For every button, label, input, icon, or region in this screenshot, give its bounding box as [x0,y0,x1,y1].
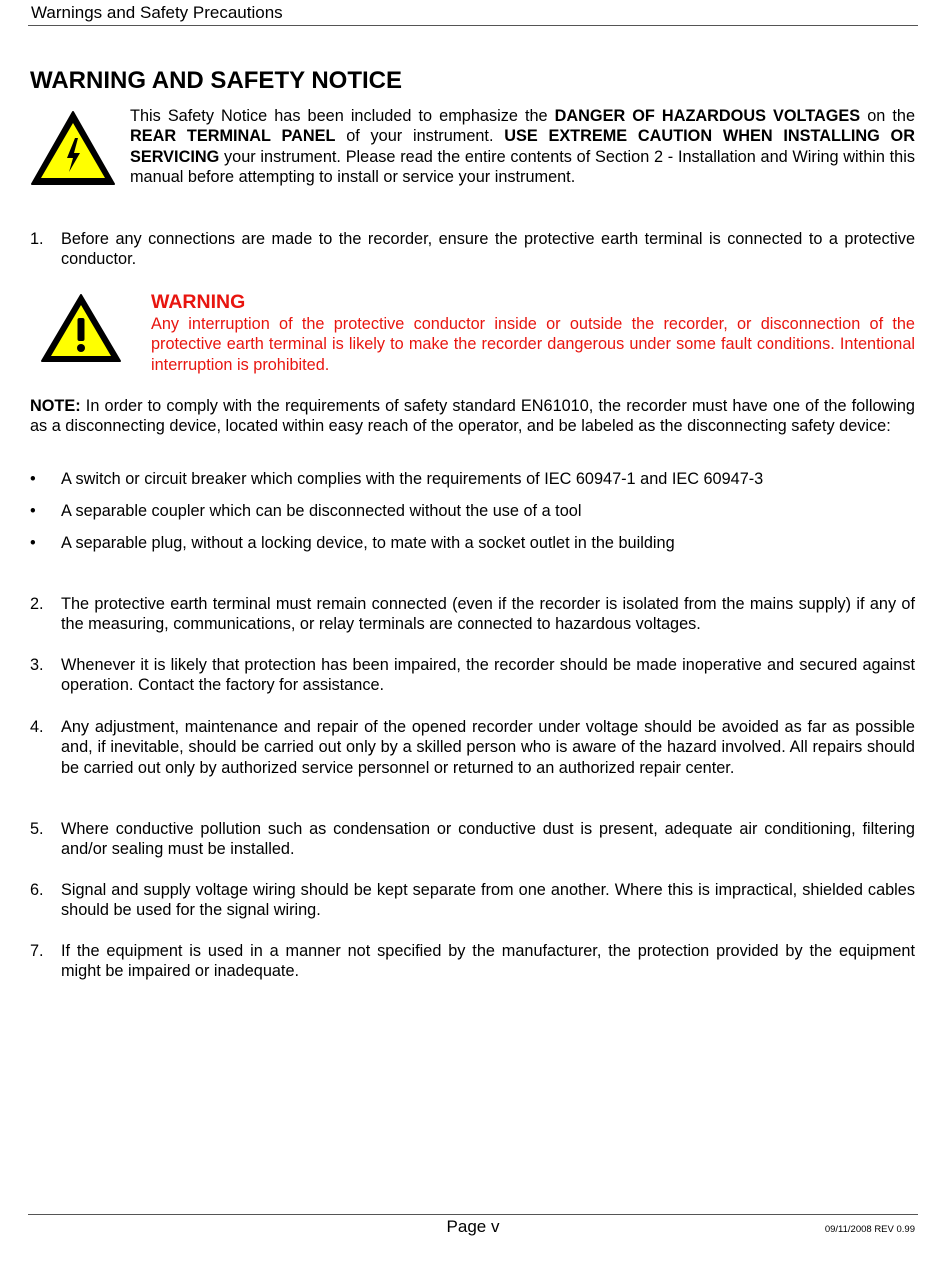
exclamation-warning-icon [40,293,122,363]
bullet-item [30,469,915,489]
bullet-item [30,533,915,553]
item-number: 4. [30,718,44,736]
bullet-item [30,501,915,521]
item-number: 6. [30,881,44,899]
list-item [30,717,915,778]
warning-text: Any interruption of the protective conductor inside or outside the recorder, or disconnection of the protective earth terminal is likely to make the recorder dangerous under some fault conditions. Intentional interruption is prohibited. [151,315,915,374]
high-voltage-warning-icon [30,110,116,186]
item-text: If the equipment is used in a manner not specified by the manufacturer, the protection provided by the equipment might be impaired or inadequate. [61,942,915,981]
list-item [30,594,915,635]
bullet-text: A separable plug, without a locking device, to mate with a socket outlet in the building [61,534,675,552]
bullet-mark: • [30,470,36,488]
item-number: 5. [30,820,44,838]
item-number: 7. [30,942,44,960]
item-text: Whenever it is likely that protection has been impaired, the recorder should be made inoperative and secured against operation. Contact the factory for assistance. [61,656,915,695]
item-text: The protective earth terminal must remain connected (even if the recorder is isolated from the mains supply) if any of the measuring, communications, or relay terminals are connected to hazardous voltages. [61,595,915,634]
warning-block [151,290,915,375]
header-rule [28,25,918,26]
note-paragraph [30,396,915,437]
warning-title: WARNING [151,291,246,313]
page-number: Page v [446,1217,500,1236]
revision-stamp: 09/11/2008 REV 0.99 [824,1224,915,1235]
bullet-mark: • [30,502,36,520]
intro-paragraph: This Safety Notice has been included to emphasize the DANGER OF HAZARDOUS VOLTAGES on the REAR TERMINAL PANEL of your instrument. USE EXTREME CAUTION WHEN INSTALLING OR SERVICING your instrument. Please read the entire contents of Section 2 - Installation and Wiring within this manual before attempting to install or service your instrument. [130,107,916,186]
list-item [30,229,915,270]
footer-rule [28,1214,918,1215]
item-number: 1. [30,230,44,248]
list-item [30,941,915,982]
item-text: Any adjustment, maintenance and repair of the opened recorder under voltage should be avoided as far as possible and, if inevitable, should be carried out only by a skilled person who is aware of the hazard involved. All repairs should be carried out only by authorized service personnel or returned to an authorized repair center. [61,718,915,777]
list-item [30,655,915,696]
note-label: NOTE: [30,397,81,415]
note-text: In order to comply with the requirements of safety standard EN61010, the recorder must have one of the following as a disconnecting device, located within easy reach of the operator, and be labeled as the disconnecting safety device: [30,397,915,436]
item-number: 2. [30,595,44,613]
bullet-text: A switch or circuit breaker which complies with the requirements of IEC 60947-1 and IEC 60947-3 [61,470,764,488]
item-number: 3. [30,656,44,674]
page-title: WARNING AND SAFETY NOTICE [30,67,403,94]
item-text: Before any connections are made to the recorder, ensure the protective earth terminal is connected to a protective conductor. [61,230,915,269]
bullet-text: A separable coupler which can be disconnected without the use of a tool [61,502,582,520]
item-text: Where conductive pollution such as condensation or conductive dust is present, adequate air conditioning, filtering and/or sealing must be installed. [61,820,915,859]
list-item [30,880,915,921]
bullet-mark: • [30,534,36,552]
running-header: Warnings and Safety Precautions [31,3,283,22]
list-item [30,819,915,860]
item-text: Signal and supply voltage wiring should be kept separate from one another. Where this is impractical, shielded cables should be used for the signal wiring. [61,881,915,920]
